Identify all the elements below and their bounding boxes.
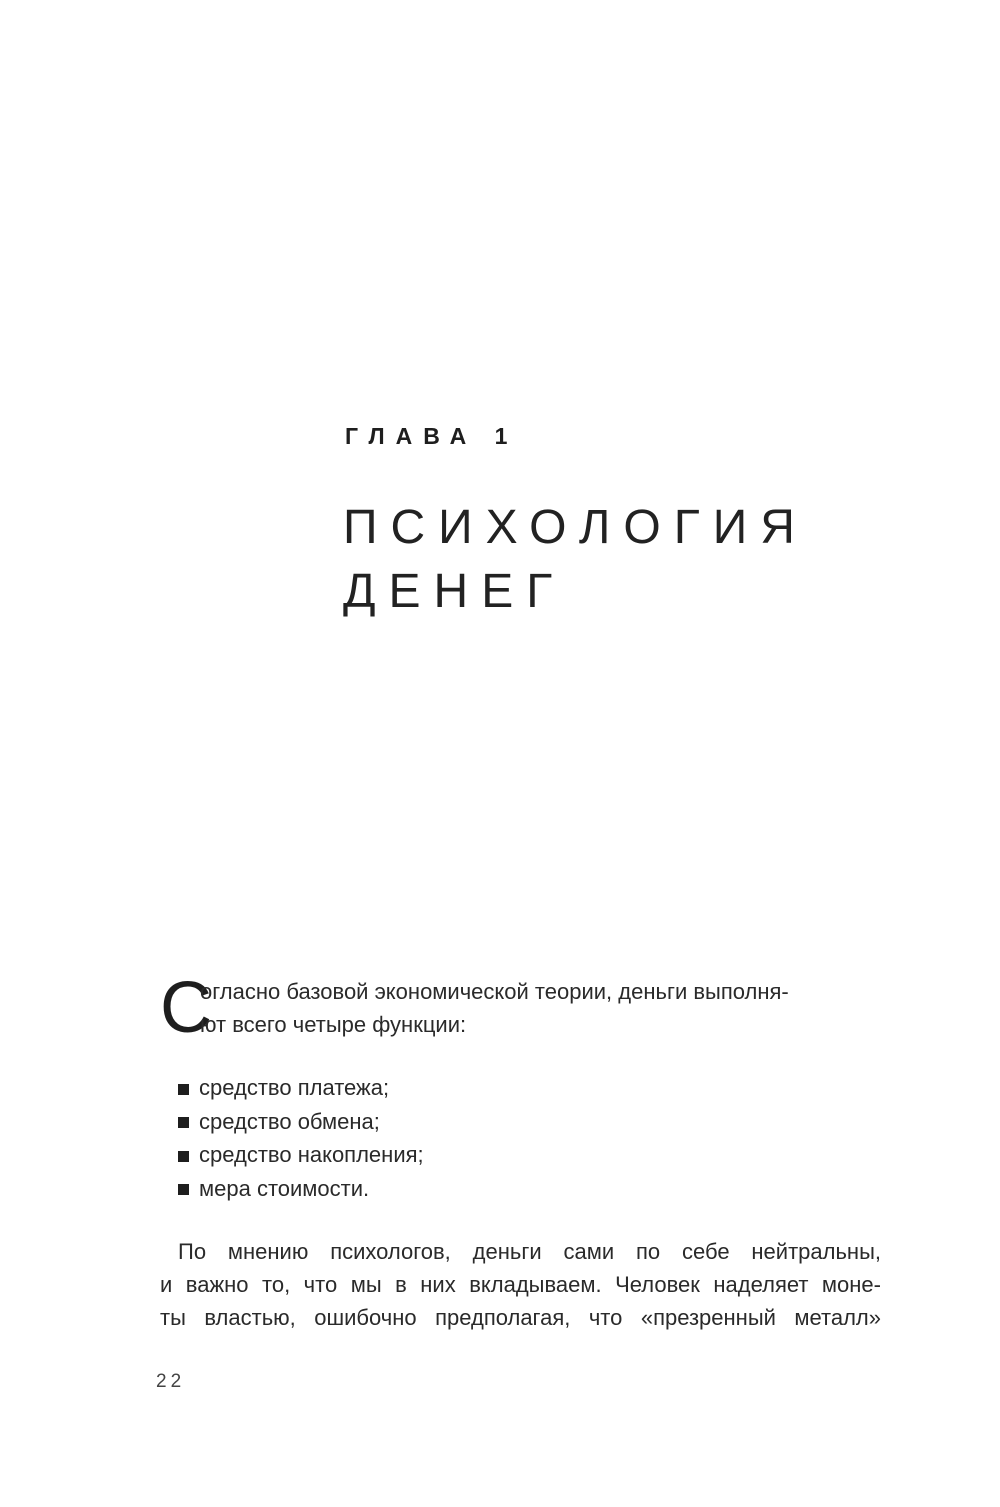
page-number: 22: [156, 1371, 186, 1392]
list-item: [178, 1172, 424, 1206]
functions-list: [178, 1071, 424, 1205]
drop-cap: С: [160, 968, 212, 1048]
square-bullet-icon: [178, 1184, 189, 1195]
list-item-text: средство накопления;: [199, 1142, 424, 1167]
list-item: [178, 1138, 424, 1172]
paragraph-line-3: ты властью, ошибочно предполагая, что «презренный металл»: [160, 1305, 881, 1330]
chapter-title: [343, 496, 808, 624]
intro-line-1: огласно базовой экономической теории, деньги выполня-: [200, 979, 789, 1004]
chapter-title-line-1: ПСИХОЛОГИЯ: [343, 501, 808, 554]
body-paragraph: [160, 1235, 881, 1334]
list-item-text: средство платежа;: [199, 1075, 390, 1100]
list-item-text: мера стоимости.: [199, 1175, 370, 1201]
square-bullet-icon: [178, 1084, 189, 1095]
paragraph-line-2: и важно то, что мы в них вкладываем. Человек наделяет моне-: [160, 1272, 881, 1297]
list-item-text: средство обмена;: [199, 1108, 380, 1134]
intro-line-2: ют всего четыре функции:: [200, 1012, 467, 1037]
square-bullet-icon: [178, 1117, 189, 1128]
square-bullet-icon: [178, 1151, 189, 1162]
list-item: [178, 1105, 424, 1139]
chapter-title-line-2: ДЕНЕГ: [343, 565, 566, 618]
list-item: [178, 1071, 424, 1105]
intro-paragraph: [160, 968, 881, 1048]
paragraph-line-1: По мнению психологов, деньги сами по себе нейтральны,: [178, 1239, 881, 1264]
chapter-label: ГЛАВА 1: [345, 423, 519, 449]
